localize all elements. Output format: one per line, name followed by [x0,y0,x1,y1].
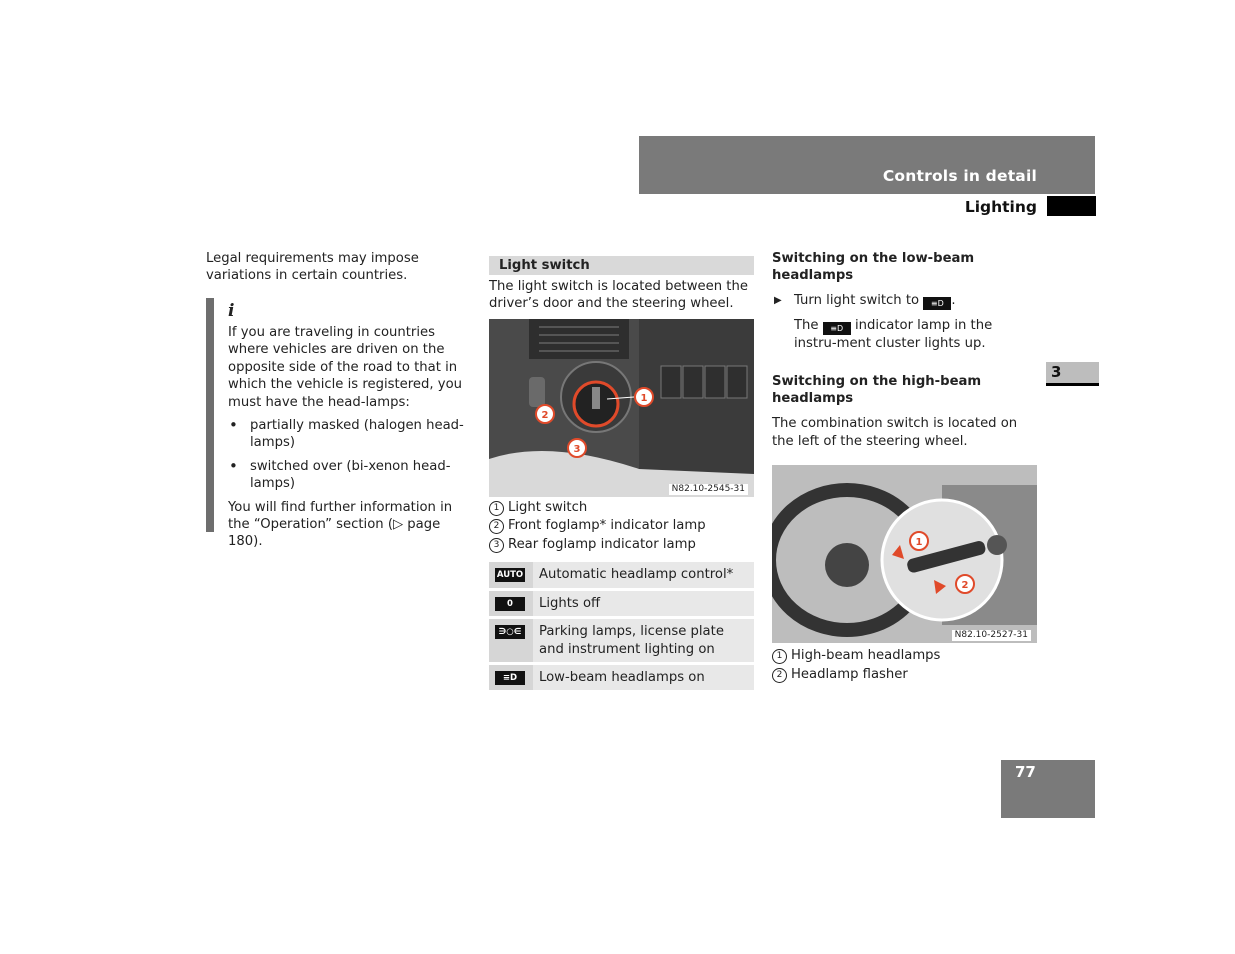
lowbeam-heading: Switching on the low-beam headlamps [772,251,975,283]
low-beam-icon: ≡D [923,297,951,310]
legend-item: 1 High-beam headlamps [772,647,1038,666]
column-right [772,250,1038,684]
figure-legend [772,647,1038,684]
header-title: Controls in detail [882,167,1037,185]
table-cell: Low-beam headlamps on [533,665,754,690]
dashboard-illustration [489,319,754,497]
svg-text:1: 1 [640,392,648,404]
figure-label: N82.10-2545-31 [669,484,748,495]
step-result: The ≡D indicator lamp in the instru-ment cluster lights up. [794,318,993,351]
table-cell: Parking lamps, license plate and instrument lighting on [533,619,754,662]
highbeam-text: The combination switch is located on the left of the steering wheel. [772,416,1018,449]
parking-lamp-icon: ∋○∈ [495,625,525,639]
intro-text: Legal requirements may impose variations in certain countries. [206,251,419,284]
chapter-tab [1046,362,1099,386]
legend-item: 2 Front foglamp* indicator lamp [489,517,754,536]
note-bar [206,298,214,532]
section-heading: Light switch [489,256,754,275]
legend-item: 1 Light switch [489,499,754,518]
note-bullet: • partially masked (halogen head-lamps) [228,417,470,452]
auto-symbol: AUTO [496,570,524,581]
column-middle [489,256,754,693]
column-left [206,250,472,285]
note-text: If you are traveling in countries where vehicles are driven on the opposite side of the road to that in which the vehicle is registered, you must have the head-lamps: [228,325,462,410]
table-row [489,619,754,662]
table-row [489,665,754,690]
highbeam-heading: Switching on the high-beam headlamps [772,374,982,407]
header-marker [1047,196,1096,216]
note-bullet: • switched over (bi-xenon head-lamps) [228,458,470,493]
info-icon: i [228,301,235,321]
legend-item: 3 Rear foglamp indicator lamp [489,536,754,555]
svg-text:2: 2 [961,580,969,592]
page-number: 77 [1015,763,1036,781]
table-cell: Automatic headlamp control* [533,562,754,587]
svg-text:2: 2 [541,409,549,421]
chapter-number: 3 [1051,363,1062,381]
combination-switch-figure [772,465,1037,643]
figure-label: N82.10-2527-31 [952,630,1031,641]
note-footer: You will find further information in the “Operation” section (▷ page 180). [228,499,453,550]
table-cell: Lights off [533,591,754,616]
page-number-box [1001,760,1095,818]
light-switch-figure [489,319,754,497]
switch-positions-table [489,559,754,693]
legend-item: 2 Headlamp flasher [772,666,1038,685]
steering-illustration [772,465,1037,643]
svg-text:1: 1 [915,537,923,549]
svg-text:3: 3 [573,443,581,455]
low-beam-icon: ≡D [495,671,525,685]
figure-legend [489,499,754,555]
header-subtitle: Lighting [964,198,1037,216]
off-symbol: 0 [495,597,525,611]
low-beam-icon: ≡D [823,322,851,335]
light-switch-text: The light switch is located between the driver’s door and the steering wheel. [489,279,748,312]
instruction-step: ▶ Turn light switch to ≡D . [772,292,1038,310]
table-row [489,562,754,587]
table-row [489,591,754,616]
